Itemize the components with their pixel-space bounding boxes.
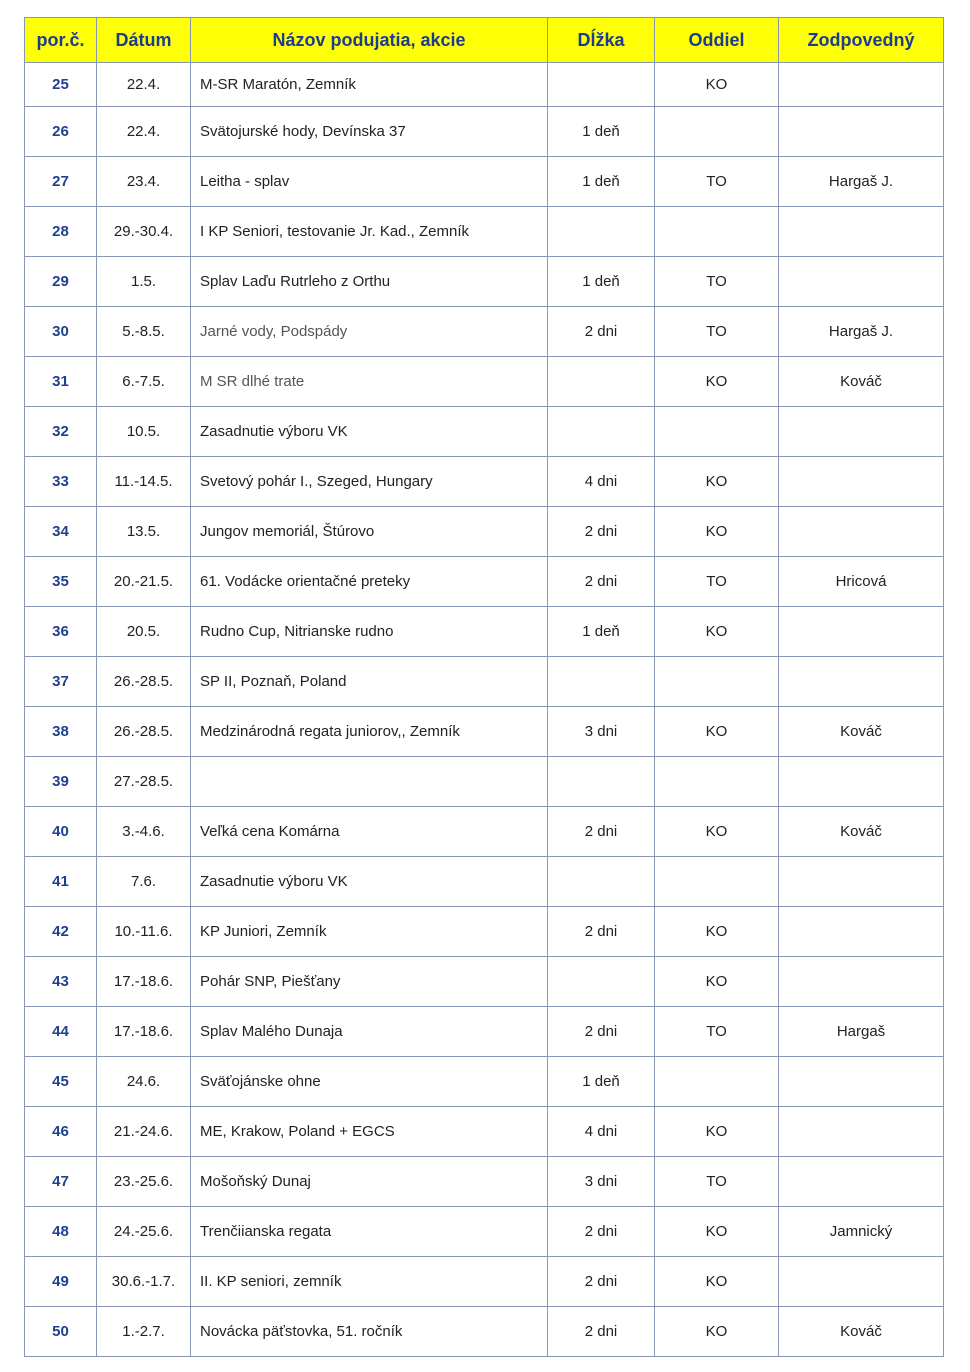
table-row bbox=[25, 257, 944, 307]
cell-club: TO bbox=[655, 1007, 779, 1057]
cell-event-name: I KP Seniori, testovanie Jr. Kad., Zemník bbox=[191, 207, 548, 257]
cell-responsible bbox=[779, 757, 944, 807]
cell-number: 26 bbox=[25, 107, 97, 157]
cell-responsible: Kováč bbox=[779, 1307, 944, 1357]
cell-length: 1 deň bbox=[548, 607, 655, 657]
cell-event-name: Svätojurské hody, Devínska 37 bbox=[191, 107, 548, 157]
cell-event-name: SP II, Poznaň, Poland bbox=[191, 657, 548, 707]
cell-length bbox=[548, 407, 655, 457]
cell-length bbox=[548, 857, 655, 907]
cell-date: 3.-4.6. bbox=[97, 807, 191, 857]
table-row bbox=[25, 1257, 944, 1307]
cell-number: 30 bbox=[25, 307, 97, 357]
cell-length: 2 dni bbox=[548, 1207, 655, 1257]
cell-date: 21.-24.6. bbox=[97, 1107, 191, 1157]
cell-length bbox=[548, 63, 655, 107]
cell-responsible bbox=[779, 1057, 944, 1107]
cell-number: 40 bbox=[25, 807, 97, 857]
cell-event-name: Splav Malého Dunaja bbox=[191, 1007, 548, 1057]
table-row bbox=[25, 1307, 944, 1357]
cell-length: 2 dni bbox=[548, 807, 655, 857]
cell-date: 27.-28.5. bbox=[97, 757, 191, 807]
table-row bbox=[25, 357, 944, 407]
cell-event-name: 61. Vodácke orientačné preteky bbox=[191, 557, 548, 607]
cell-event-name: Jungov memoriál, Štúrovo bbox=[191, 507, 548, 557]
table-row bbox=[25, 307, 944, 357]
cell-length bbox=[548, 757, 655, 807]
cell-number: 44 bbox=[25, 1007, 97, 1057]
cell-club: KO bbox=[655, 707, 779, 757]
cell-number: 32 bbox=[25, 407, 97, 457]
table-row bbox=[25, 807, 944, 857]
cell-date: 24.6. bbox=[97, 1057, 191, 1107]
cell-length: 2 dni bbox=[548, 507, 655, 557]
cell-event-name: ME, Krakow, Poland + EGCS bbox=[191, 1107, 548, 1157]
cell-number: 38 bbox=[25, 707, 97, 757]
cell-length: 2 dni bbox=[548, 907, 655, 957]
table-row bbox=[25, 857, 944, 907]
cell-club: KO bbox=[655, 507, 779, 557]
cell-club: TO bbox=[655, 557, 779, 607]
table-row bbox=[25, 207, 944, 257]
cell-date: 17.-18.6. bbox=[97, 1007, 191, 1057]
header-length: Dĺžka bbox=[548, 18, 655, 63]
cell-number: 36 bbox=[25, 607, 97, 657]
cell-club: KO bbox=[655, 807, 779, 857]
cell-club: KO bbox=[655, 1307, 779, 1357]
header-number: por.č. bbox=[25, 18, 97, 63]
table-row bbox=[25, 1007, 944, 1057]
cell-club bbox=[655, 407, 779, 457]
cell-responsible: Hargaš J. bbox=[779, 157, 944, 207]
cell-event-name: Medzinárodná regata juniorov,, Zemník bbox=[191, 707, 548, 757]
cell-responsible bbox=[779, 407, 944, 457]
cell-date: 22.4. bbox=[97, 63, 191, 107]
table-row bbox=[25, 657, 944, 707]
cell-number: 35 bbox=[25, 557, 97, 607]
cell-length: 2 dni bbox=[548, 1007, 655, 1057]
cell-club: KO bbox=[655, 1207, 779, 1257]
cell-responsible bbox=[779, 457, 944, 507]
header-responsible: Zodpovedný bbox=[779, 18, 944, 63]
table-body bbox=[25, 63, 944, 1357]
table-row bbox=[25, 957, 944, 1007]
cell-date: 1.5. bbox=[97, 257, 191, 307]
cell-club: KO bbox=[655, 63, 779, 107]
cell-number: 50 bbox=[25, 1307, 97, 1357]
cell-number: 33 bbox=[25, 457, 97, 507]
cell-club bbox=[655, 107, 779, 157]
cell-responsible bbox=[779, 907, 944, 957]
cell-date: 23.4. bbox=[97, 157, 191, 207]
cell-club: KO bbox=[655, 457, 779, 507]
table-row bbox=[25, 707, 944, 757]
cell-event-name: M-SR Maratón, Zemník bbox=[191, 63, 548, 107]
table-row bbox=[25, 1207, 944, 1257]
cell-date: 1.-2.7. bbox=[97, 1307, 191, 1357]
cell-length: 2 dni bbox=[548, 557, 655, 607]
table-row bbox=[25, 1157, 944, 1207]
cell-date: 5.-8.5. bbox=[97, 307, 191, 357]
cell-club: TO bbox=[655, 307, 779, 357]
cell-date: 13.5. bbox=[97, 507, 191, 557]
header-club: Oddiel bbox=[655, 18, 779, 63]
events-schedule bbox=[24, 17, 943, 1357]
cell-number: 31 bbox=[25, 357, 97, 407]
cell-date: 11.-14.5. bbox=[97, 457, 191, 507]
table-row bbox=[25, 63, 944, 107]
cell-number: 37 bbox=[25, 657, 97, 707]
table-row bbox=[25, 1107, 944, 1157]
cell-length bbox=[548, 207, 655, 257]
cell-number: 47 bbox=[25, 1157, 97, 1207]
cell-event-name: Mošoňský Dunaj bbox=[191, 1157, 548, 1207]
cell-number: 49 bbox=[25, 1257, 97, 1307]
cell-club bbox=[655, 1057, 779, 1107]
cell-date: 22.4. bbox=[97, 107, 191, 157]
cell-length bbox=[548, 657, 655, 707]
cell-event-name: Zasadnutie výboru VK bbox=[191, 407, 548, 457]
cell-club: TO bbox=[655, 157, 779, 207]
cell-responsible: Hricová bbox=[779, 557, 944, 607]
cell-length: 3 dni bbox=[548, 707, 655, 757]
cell-club: TO bbox=[655, 257, 779, 307]
cell-responsible bbox=[779, 63, 944, 107]
cell-responsible: Kováč bbox=[779, 707, 944, 757]
cell-responsible: Kováč bbox=[779, 807, 944, 857]
cell-length: 1 deň bbox=[548, 257, 655, 307]
cell-date: 20.-21.5. bbox=[97, 557, 191, 607]
cell-number: 27 bbox=[25, 157, 97, 207]
cell-club: KO bbox=[655, 607, 779, 657]
cell-date: 6.-7.5. bbox=[97, 357, 191, 407]
cell-date: 10.-11.6. bbox=[97, 907, 191, 957]
cell-number: 39 bbox=[25, 757, 97, 807]
cell-number: 45 bbox=[25, 1057, 97, 1107]
cell-date: 10.5. bbox=[97, 407, 191, 457]
cell-length: 4 dni bbox=[548, 1107, 655, 1157]
cell-number: 48 bbox=[25, 1207, 97, 1257]
table-row bbox=[25, 757, 944, 807]
cell-event-name: Sväťojánske ohne bbox=[191, 1057, 548, 1107]
cell-club: TO bbox=[655, 1157, 779, 1207]
table-header bbox=[25, 18, 944, 63]
table-row bbox=[25, 107, 944, 157]
cell-club: KO bbox=[655, 907, 779, 957]
events-table bbox=[24, 17, 944, 1357]
cell-event-name: Svetový pohár I., Szeged, Hungary bbox=[191, 457, 548, 507]
table-row bbox=[25, 457, 944, 507]
cell-responsible bbox=[779, 957, 944, 1007]
cell-responsible bbox=[779, 1257, 944, 1307]
cell-event-name: II. KP seniori, zemník bbox=[191, 1257, 548, 1307]
header-event-name: Názov podujatia, akcie bbox=[191, 18, 548, 63]
cell-responsible bbox=[779, 107, 944, 157]
cell-date: 26.-28.5. bbox=[97, 707, 191, 757]
cell-number: 25 bbox=[25, 63, 97, 107]
cell-event-name: Veľká cena Komárna bbox=[191, 807, 548, 857]
cell-length: 4 dni bbox=[548, 457, 655, 507]
cell-responsible bbox=[779, 607, 944, 657]
cell-club: KO bbox=[655, 957, 779, 1007]
cell-event-name: Trenčiianska regata bbox=[191, 1207, 548, 1257]
cell-responsible bbox=[779, 507, 944, 557]
cell-responsible bbox=[779, 657, 944, 707]
table-row bbox=[25, 607, 944, 657]
cell-length: 1 deň bbox=[548, 107, 655, 157]
cell-club bbox=[655, 757, 779, 807]
cell-length: 1 deň bbox=[548, 1057, 655, 1107]
cell-length: 2 dni bbox=[548, 1307, 655, 1357]
cell-number: 41 bbox=[25, 857, 97, 907]
cell-responsible: Hargaš bbox=[779, 1007, 944, 1057]
table-row bbox=[25, 557, 944, 607]
table-row bbox=[25, 907, 944, 957]
cell-event-name bbox=[191, 757, 548, 807]
table-row bbox=[25, 507, 944, 557]
cell-length bbox=[548, 357, 655, 407]
cell-responsible bbox=[779, 207, 944, 257]
cell-number: 28 bbox=[25, 207, 97, 257]
cell-date: 29.-30.4. bbox=[97, 207, 191, 257]
cell-event-name: Leitha - splav bbox=[191, 157, 548, 207]
cell-number: 29 bbox=[25, 257, 97, 307]
cell-event-name: Pohár SNP, Piešťany bbox=[191, 957, 548, 1007]
cell-event-name: M SR dlhé trate bbox=[191, 357, 548, 407]
cell-event-name: Novácka päťstovka, 51. ročník bbox=[191, 1307, 548, 1357]
header-date: Dátum bbox=[97, 18, 191, 63]
cell-date: 30.6.-1.7. bbox=[97, 1257, 191, 1307]
cell-club bbox=[655, 657, 779, 707]
cell-responsible: Hargaš J. bbox=[779, 307, 944, 357]
cell-club bbox=[655, 857, 779, 907]
cell-date: 26.-28.5. bbox=[97, 657, 191, 707]
cell-date: 23.-25.6. bbox=[97, 1157, 191, 1207]
cell-event-name: KP Juniori, Zemník bbox=[191, 907, 548, 957]
cell-responsible bbox=[779, 1157, 944, 1207]
cell-date: 17.-18.6. bbox=[97, 957, 191, 1007]
cell-number: 34 bbox=[25, 507, 97, 557]
cell-number: 46 bbox=[25, 1107, 97, 1157]
cell-number: 42 bbox=[25, 907, 97, 957]
table-row bbox=[25, 157, 944, 207]
header-row bbox=[25, 18, 944, 63]
cell-responsible bbox=[779, 857, 944, 907]
cell-date: 20.5. bbox=[97, 607, 191, 657]
cell-number: 43 bbox=[25, 957, 97, 1007]
table-row bbox=[25, 1057, 944, 1107]
cell-responsible bbox=[779, 257, 944, 307]
cell-event-name: Zasadnutie výboru VK bbox=[191, 857, 548, 907]
cell-club: KO bbox=[655, 1107, 779, 1157]
cell-event-name: Splav Laďu Rutrleho z Orthu bbox=[191, 257, 548, 307]
cell-date: 24.-25.6. bbox=[97, 1207, 191, 1257]
cell-event-name: Jarné vody, Podspády bbox=[191, 307, 548, 357]
cell-responsible bbox=[779, 1107, 944, 1157]
cell-length: 1 deň bbox=[548, 157, 655, 207]
cell-length: 2 dni bbox=[548, 307, 655, 357]
cell-length bbox=[548, 957, 655, 1007]
cell-length: 3 dni bbox=[548, 1157, 655, 1207]
table-row bbox=[25, 407, 944, 457]
cell-club: KO bbox=[655, 357, 779, 407]
cell-responsible: Jamnický bbox=[779, 1207, 944, 1257]
cell-responsible: Kováč bbox=[779, 357, 944, 407]
cell-event-name: Rudno Cup, Nitrianske rudno bbox=[191, 607, 548, 657]
cell-club: KO bbox=[655, 1257, 779, 1307]
cell-length: 2 dni bbox=[548, 1257, 655, 1307]
cell-date: 7.6. bbox=[97, 857, 191, 907]
cell-club bbox=[655, 207, 779, 257]
